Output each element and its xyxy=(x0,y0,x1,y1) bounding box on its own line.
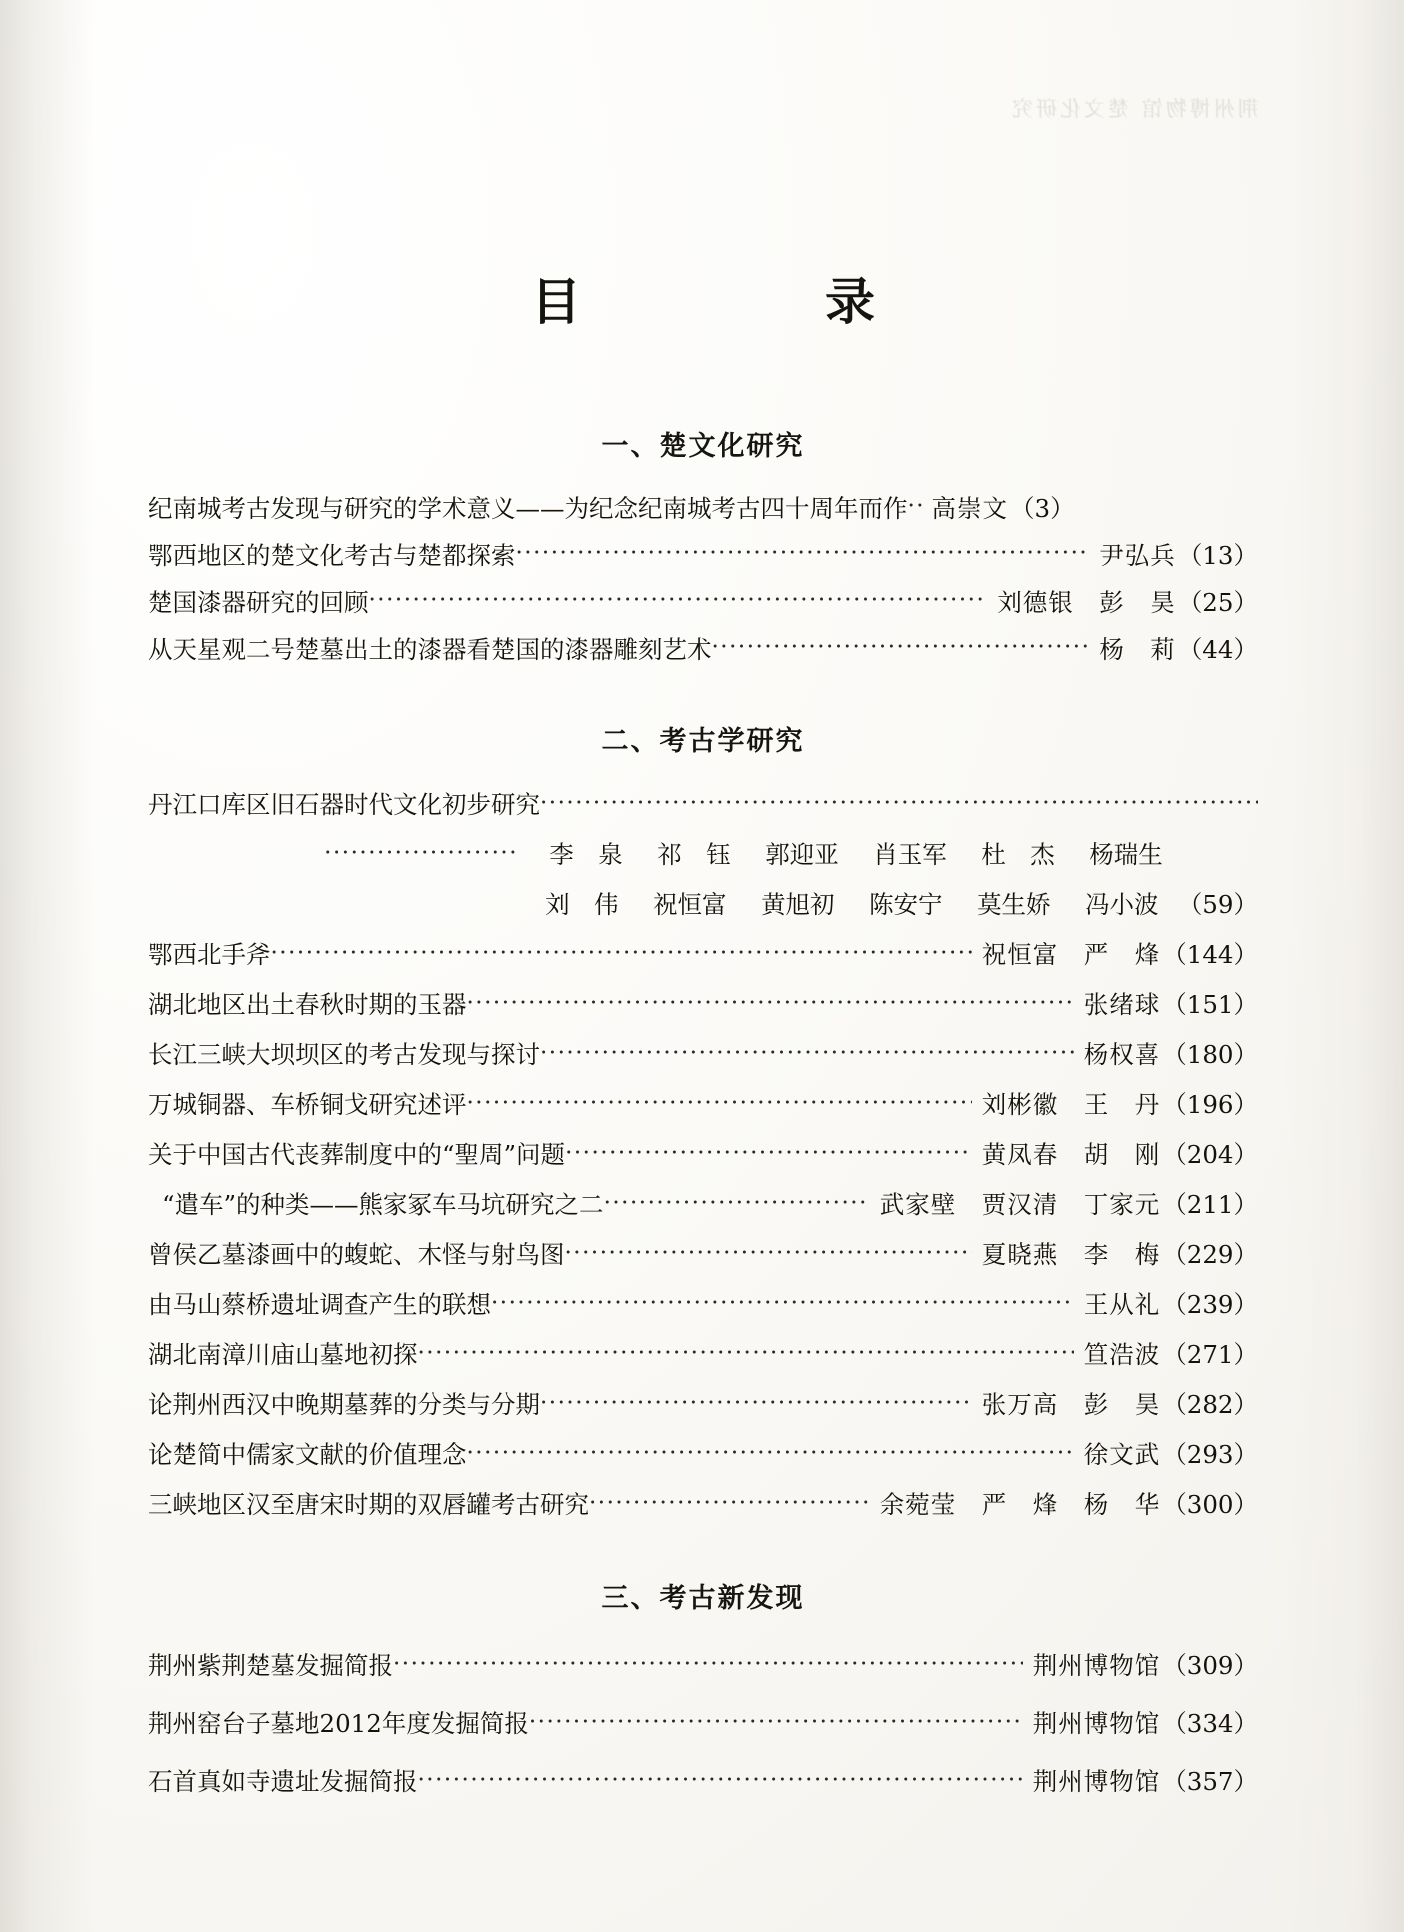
toc-entry-title: 鄂西北手斧 xyxy=(148,940,271,969)
toc-entry-authors: 荆州博物馆 xyxy=(1032,1709,1161,1738)
toc-entry-page: （151） xyxy=(1162,990,1258,1019)
leader-dots xyxy=(418,1751,1023,1809)
toc-entry-authors: 张万高 彭 昊 xyxy=(981,1390,1161,1419)
page-title: 目 录 xyxy=(531,272,923,331)
toc-entry-page: （271） xyxy=(1162,1340,1258,1369)
toc-entry-title: 万城铜器、车桥铜戈研究述评 xyxy=(148,1090,467,1119)
toc-entry-multiline[interactable] xyxy=(148,780,1258,930)
toc-entry-page: （59） xyxy=(1177,890,1258,919)
author-name: 祁 钰 xyxy=(657,840,731,869)
section-heading-3: 三、考古新发现 xyxy=(601,1583,805,1614)
author-name: 祝恒富 xyxy=(653,890,727,919)
toc-entry-title: 关于中国古代丧葬制度中的“聖周”问题 xyxy=(148,1140,566,1169)
leader-dots xyxy=(565,1228,972,1278)
toc-entry-title: 由马山蔡桥遗址调查产生的联想 xyxy=(148,1290,491,1319)
leader-dots xyxy=(369,577,988,624)
toc-entry-page: （357） xyxy=(1162,1767,1258,1796)
leader-dots xyxy=(529,1693,1023,1751)
toc-entry-authors: 夏晓燕 李 梅 xyxy=(981,1240,1161,1269)
toc-entry-title: 三峡地区汉至唐宋时期的双唇罐考古研究 xyxy=(148,1490,589,1519)
toc-entry[interactable] xyxy=(148,1480,1258,1530)
toc-entry-authors: 尹弘兵 xyxy=(1099,541,1176,570)
toc-entry-page: （211） xyxy=(1162,1190,1258,1219)
toc-entry-title: 论荆州西汉中晚期墓葬的分类与分期 xyxy=(148,1390,540,1419)
toc-entry-authors-row2 xyxy=(528,880,1176,930)
toc-entry-title: 长江三峡大坝坝区的考古发现与探讨 xyxy=(148,1040,540,1069)
toc-entry-title: 曾侯乙墓漆画中的蝮蛇、木怪与射鸟图 xyxy=(148,1240,565,1269)
toc-entry[interactable] xyxy=(148,1130,1258,1180)
toc-entry-authors: 笪浩波 xyxy=(1083,1340,1161,1369)
author-name: 杜 杰 xyxy=(981,840,1055,869)
leader-dots xyxy=(491,1278,1074,1328)
toc-entry-title: 论楚简中儒家文献的价值理念 xyxy=(148,1440,467,1469)
toc-entry-page: （229） xyxy=(1162,1240,1258,1269)
toc-entry-authors: 黄凤春 胡 刚 xyxy=(981,1140,1161,1169)
toc-entry-page: （25） xyxy=(1177,588,1258,617)
toc-entry-page: （309） xyxy=(1162,1651,1258,1680)
toc-entry[interactable] xyxy=(148,1330,1258,1380)
toc-entry-page: （239） xyxy=(1162,1290,1258,1319)
bleed-through-ghost-text: 荆州博物馆 楚文化研究 xyxy=(1009,97,1259,121)
toc-entry-page: （44） xyxy=(1177,635,1258,664)
toc-entry-title: 楚国漆器研究的回顾 xyxy=(148,588,369,617)
author-name: 冯小波 xyxy=(1085,890,1159,919)
leader-dots xyxy=(540,1028,1074,1078)
section-2-entries xyxy=(148,780,1258,1530)
toc-entry[interactable] xyxy=(148,1230,1258,1280)
toc-entry-title: 石首真如寺遗址发掘简报 xyxy=(148,1767,418,1796)
toc-entry[interactable] xyxy=(148,1180,1258,1230)
author-name: 肖玉军 xyxy=(873,840,947,869)
toc-entry-page: （293） xyxy=(1162,1440,1258,1469)
toc-entry-authors: 祝恒富 严 烽 xyxy=(981,940,1161,969)
toc-entry-page: （334） xyxy=(1162,1709,1258,1738)
toc-entry-title: 鄂西地区的楚文化考古与楚都探索 xyxy=(148,541,516,570)
toc-entry[interactable] xyxy=(148,930,1258,980)
toc-entry[interactable] xyxy=(148,1637,1258,1695)
toc-entry[interactable] xyxy=(148,579,1258,626)
toc-entry-authors: 武家壁 贾汉清 丁家元 xyxy=(879,1190,1161,1219)
leader-dots xyxy=(565,1128,972,1178)
toc-entry[interactable] xyxy=(148,485,1258,532)
toc-entry-title: 丹江口库区旧石器时代文化初步研究 xyxy=(148,790,540,819)
toc-entry-authors: 王从礼 xyxy=(1083,1290,1161,1319)
leader-dots xyxy=(712,624,1090,671)
toc-entry-page: （282） xyxy=(1162,1390,1258,1419)
toc-entry[interactable] xyxy=(148,626,1258,673)
toc-entry[interactable] xyxy=(148,1030,1258,1080)
toc-entry-authors: 刘德银 彭 昊 xyxy=(997,588,1176,617)
toc-entry[interactable] xyxy=(148,1753,1258,1811)
leader-dots xyxy=(540,1378,972,1428)
author-name: 莫生娇 xyxy=(977,890,1051,919)
toc-entry[interactable] xyxy=(148,980,1258,1030)
leader-dots xyxy=(418,1328,1074,1378)
author-name: 郭迎亚 xyxy=(765,840,839,869)
table-of-contents xyxy=(148,0,1258,1932)
toc-entry-page: （300） xyxy=(1162,1490,1258,1519)
section-3-entries xyxy=(148,1637,1258,1811)
toc-entry-page: （13） xyxy=(1177,541,1258,570)
author-name: 黄旭初 xyxy=(761,890,835,919)
toc-entry-authors: 刘彬徽 王 丹 xyxy=(981,1090,1161,1119)
toc-entry-title: “遣车”的种类——熊家冢车马坑研究之二 xyxy=(162,1190,604,1219)
author-name: 刘 伟 xyxy=(545,890,619,919)
author-name: 陈安宁 xyxy=(869,890,943,919)
leader-dots xyxy=(393,1635,1023,1693)
toc-entry-authors: 徐文武 xyxy=(1083,1440,1161,1469)
leader-dots xyxy=(604,1178,870,1228)
toc-entry-page: （196） xyxy=(1162,1090,1258,1119)
toc-entry[interactable] xyxy=(148,1380,1258,1430)
toc-entry-title: 纪南城考古发现与研究的学术意义——为纪念纪南城考古四十周年而作 xyxy=(148,494,908,523)
toc-entry[interactable] xyxy=(148,1080,1258,1130)
section-heading-1: 一、楚文化研究 xyxy=(601,431,805,462)
toc-entry-title: 湖北地区出土春秋时期的玉器 xyxy=(148,990,467,1019)
leader-dots xyxy=(589,1478,870,1528)
author-name: 杨瑞生 xyxy=(1089,840,1163,869)
toc-entry-title: 荆州窑台子墓地2012年度发掘简报 xyxy=(148,1709,529,1738)
toc-entry-authors: 张绪球 xyxy=(1083,990,1161,1019)
toc-entry-authors-row1 xyxy=(532,830,1180,880)
toc-entry-title: 荆州紫荆楚墓发掘简报 xyxy=(148,1651,393,1680)
leader-dots xyxy=(540,778,1258,828)
toc-entry-authors: 高崇文 xyxy=(931,494,1008,523)
author-name: 李 泉 xyxy=(549,840,623,869)
toc-entry[interactable] xyxy=(148,1430,1258,1480)
section-heading-2: 二、考古学研究 xyxy=(601,726,805,757)
toc-entry-page: （144） xyxy=(1162,940,1258,969)
leader-dots xyxy=(271,928,972,978)
toc-entry-page: （3） xyxy=(1010,494,1075,523)
toc-entry-title: 从天星观二号楚墓出土的漆器看楚国的漆器雕刻艺术 xyxy=(148,635,712,664)
toc-entry-authors: 荆州博物馆 xyxy=(1032,1767,1161,1796)
leader-dots xyxy=(467,1428,1074,1478)
toc-entry-authors: 余菀莹 严 烽 杨 华 xyxy=(879,1490,1161,1519)
leader-dots: ······················ xyxy=(324,840,518,866)
section-1-entries xyxy=(148,485,1258,673)
toc-entry-authors: 杨权喜 xyxy=(1083,1040,1161,1069)
toc-entry-title: 湖北南漳川庙山墓地初探 xyxy=(148,1340,418,1369)
toc-entry-authors: 荆州博物馆 xyxy=(1032,1651,1161,1680)
leader-dots xyxy=(908,483,922,530)
toc-entry[interactable] xyxy=(148,1695,1258,1753)
leader-dots xyxy=(467,978,1074,1028)
toc-entry-page: （204） xyxy=(1162,1140,1258,1169)
toc-entry-authors: 杨 莉 xyxy=(1099,635,1176,664)
leader-dots xyxy=(516,530,1090,577)
toc-entry[interactable] xyxy=(148,1280,1258,1330)
leader-dots xyxy=(467,1078,972,1128)
toc-entry-page: （180） xyxy=(1162,1040,1258,1069)
toc-entry[interactable] xyxy=(148,532,1258,579)
